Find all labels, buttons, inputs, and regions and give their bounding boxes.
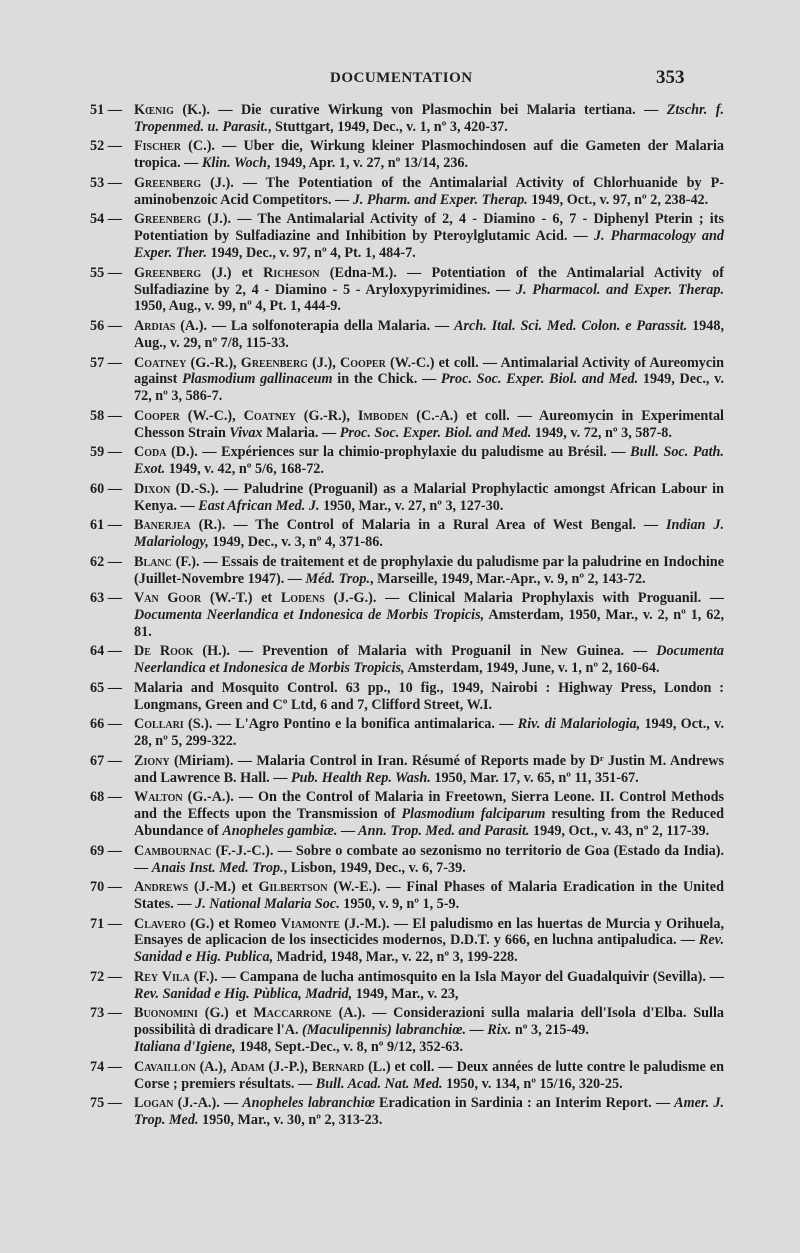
bibliography-entry (90, 1095, 724, 1129)
bibliography-entry (90, 716, 724, 750)
author-name: Rey Vila (134, 968, 190, 985)
journal-title: Documenta Neerlandica et Indonesica de Morbis Tropicis, (134, 607, 485, 623)
entry-text: 1950, Aug., v. 99, nº 4, Pt. 1, 444-9. (134, 298, 341, 315)
entry-text: , 1949, Apr. 1, v. 27, nº 13/14, 236. (266, 155, 469, 172)
bibliography-entry (90, 680, 724, 714)
author-name: Viamonte (280, 915, 340, 932)
author-name: Blanc (134, 553, 172, 570)
journal-title: J. Pharm. and Exper. Therap. (352, 191, 528, 208)
journal-title: Anopheles labranchiœ (242, 1095, 375, 1112)
entry-continuation (134, 1039, 724, 1056)
bibliography-entry (90, 554, 724, 588)
entry-body (134, 211, 724, 261)
entry-text: 1949, Mar., v. 23, (352, 985, 459, 1002)
author-name: Fischer (134, 138, 182, 155)
author-name: Buonomini (134, 1005, 198, 1022)
entry-body (134, 969, 724, 1003)
bibliography-entry (90, 138, 724, 172)
entry-text: , Marseille, 1949, Mar.-Apr., v. 9, nº 2, 143-72. (370, 570, 646, 587)
journal-title: J. National Malaria Soc. (195, 895, 340, 912)
journal-title: Proc. Soc. Exper. Biol. and Med. (440, 371, 639, 388)
entry-body (134, 1059, 724, 1093)
entry-text: (L.) et coll. — Deux années de lutte contre le paludisme en Corse ; premiers résultats. — (134, 1058, 724, 1092)
entry-body (134, 554, 724, 588)
bibliography-entry (90, 175, 724, 209)
entry-text: (G.) et Romeo (185, 915, 281, 932)
journal-title: J. Pharmacology and Exper. Ther. (134, 228, 724, 262)
bibliography-entry (90, 211, 724, 261)
entry-text: (Miriam). — Malaria Control in Iran. Résumé of Reports made by Dʳ Justin M. Andrews and Lawrence B. Hall. — (134, 752, 724, 786)
entry-text: Malaria. — (262, 424, 340, 441)
author-name: Kœnig (134, 102, 174, 118)
bibliography-entry (90, 843, 724, 877)
entry-text: 1950, Mar., v. 30, nº 2, 313-23. (198, 1112, 383, 1128)
journal-title: Arch. Ital. Sci. Med. Colon. e Parassit. (454, 318, 688, 335)
entry-text: (W.-C.), (179, 407, 244, 424)
entry-text: (W.-T.) et (201, 590, 281, 607)
entry-text: (W.-C.) et coll. — Antimalarial Activity of Aureomycin against (134, 354, 725, 388)
entry-text: (J.) et (201, 264, 264, 281)
author-name: Gilbertson (258, 879, 328, 896)
entry-body (134, 916, 724, 966)
entry-text: Amsterdam, 1950, Mar., v. 2, nº 1, 62, 81. (134, 607, 724, 640)
entry-number: 56 — (90, 318, 122, 335)
entry-body (134, 680, 724, 714)
entry-text: 1949, Oct., v. 43, nº 2, 117-39. (529, 823, 710, 840)
entry-text: (A.). — Considerazioni sulla malaria dell'Isola d'Elba. Sulla possibilità di dradicare l'A. (134, 1005, 724, 1039)
author-name: Adam (230, 1058, 265, 1075)
entry-text: (J.-A.). — (173, 1095, 243, 1112)
author-name: Cambournac (134, 842, 212, 859)
entry-body (134, 408, 724, 442)
journal-title: Bull. Soc. Path. Exot. (134, 444, 724, 478)
entry-text: (G.-R.), (295, 407, 358, 424)
entry-number: 72 — (90, 968, 122, 985)
entry-text: (J.). — The Potentiation of the Antimalarial Activity of Chlorhuanide by P-aminobenzoic Acid Competitors. — (134, 174, 724, 208)
entry-text: (J.-M.) et (188, 879, 259, 896)
journal-title: (Maculipennis) labranchiœ. — Rix. (302, 1022, 512, 1039)
entry-text: (R.). — The Control of Malaria in a Rural Area of West Bengal. — (190, 517, 666, 534)
entry-text: in the Chick. — (332, 371, 441, 388)
entry-text: (Edna-M.). — Potentiation of the Antimalarial Activity of Sulfadiazine by 2, 4 - Diamino - 5 - Aryloxypyrimidines. — (134, 264, 724, 298)
entry-body (134, 1095, 724, 1129)
bibliography-entry (90, 879, 724, 913)
entry-text: 1948, Aug., v. 29, nº 7/8, 115-33. (134, 318, 725, 351)
entry-number: 69 — (90, 842, 122, 859)
entry-text: , Stuttgart, 1949, Dec., v. 1, nº 3, 420-37. (267, 118, 508, 135)
journal-title: Pub. Health Rep. Wash. (291, 769, 431, 786)
entry-number: 65 — (90, 679, 122, 696)
author-name: Greenberg (134, 211, 202, 228)
entry-number: 61 — (90, 517, 122, 534)
journal-title: Proc. Soc. Exper. Biol. and Med. (339, 424, 532, 441)
entry-text: (K.). — Die curative Wirkung von Plasmochin bei Malaria tertiana. — (173, 102, 667, 118)
entry-body (134, 355, 724, 405)
author-name: Logan (134, 1095, 174, 1112)
bibliography-entry (90, 789, 724, 839)
journal-title: Plasmodium gallinaceum (182, 371, 333, 388)
entry-text: nº 3, 215-49. (511, 1022, 589, 1039)
author-name: Coatney (243, 407, 296, 424)
author-name: Richeson (263, 264, 320, 281)
author-name: Ziony (134, 752, 170, 769)
author-name: Andrews (134, 879, 189, 896)
entry-text: (J.-P.), (264, 1058, 312, 1075)
bibliography-entry (90, 1059, 724, 1093)
bibliography-entry (90, 265, 724, 315)
journal-title: Bull. Acad. Nat. Med. (315, 1075, 443, 1092)
entry-number: 53 — (90, 174, 122, 191)
entry-text: 1950, Mar., v. 27, nº 3, 127-30. (319, 497, 504, 514)
journal-title: Documenta Neerlandica et Indonesica de Morbis Tropicis, (134, 643, 724, 677)
entry-text: Eradication in Sardinia : an Interim Report. — (374, 1095, 675, 1112)
journal-title: Riv. di Malariologia, (517, 716, 641, 733)
author-name: Cavaillon (134, 1058, 196, 1075)
entry-text: 1948, Sept.-Dec., v. 8, nº 9/12, 352-63. (235, 1039, 464, 1056)
entry-text: (D.-S.). — Paludrine (Proguanil) as a Malarial Prophylactic amongst African Labour in Kenya. — (134, 480, 724, 514)
entry-text: (W.-E.). — Final Phases of Malaria Eradication in the United States. — (134, 879, 724, 912)
entry-text: 1949, Dec., v. 3, nº 4, 371-86. (208, 534, 383, 551)
entry-body (134, 843, 724, 877)
entry-body (134, 517, 724, 551)
entry-body (134, 643, 724, 677)
entry-text: (J.). — The Antimalarial Activity of 2, 4 - Diamino - 6, 7 - Diphenyl Pterin ; its Potentiation by Sulfadiazine and Inhibition by Pteroylglutamic Acid. — (134, 211, 724, 245)
entry-text: 1949, Dec., v. 72, nº 3, 586-7. (134, 371, 724, 405)
entry-text: 1949, Dec., v. 97, nº 4, Pt. 1, 484-7. (206, 245, 416, 262)
entry-number: 55 — (90, 264, 122, 281)
entry-number: 63 — (90, 590, 122, 607)
journal-title: Italiana d'Igiene, (134, 1039, 236, 1056)
entry-number: 60 — (90, 480, 122, 497)
entry-body (134, 590, 724, 640)
entry-text: (G.) et (197, 1005, 254, 1022)
entry-text: 1949, v. 42, nº 5/6, 168-72. (165, 461, 324, 478)
entry-text: 1950, v. 134, nº 15/16, 320-25. (442, 1075, 623, 1092)
entry-body (134, 879, 724, 913)
entry-text: , Lisbon, 1949, Dec., v. 6, 7-39. (283, 859, 466, 876)
journal-title: Amer. J. Trop. Med. (134, 1095, 724, 1128)
author-name: Imboden (357, 407, 409, 424)
author-name: Collari (134, 716, 184, 733)
entry-body (134, 716, 724, 750)
entry-body (134, 138, 724, 172)
bibliography-entry (90, 590, 724, 640)
entry-text: (S.). — L'Agro Pontino e la bonifica antimalarica. — (183, 716, 518, 733)
author-name: Dixon (134, 480, 171, 497)
journal-title: Méd. Trop. (305, 570, 371, 587)
entry-text: (G.-R.), (186, 354, 241, 371)
page-number: 353 (656, 67, 685, 88)
entry-text: 1949, Oct., v. 28, nº 5, 299-322. (134, 716, 724, 750)
entry-text: resulting from the Reduced Abundance of (134, 806, 725, 840)
author-name: Ardias (134, 318, 176, 335)
entry-body (134, 1005, 724, 1039)
bibliography-entry (90, 355, 724, 405)
entry-text: (J.-M.). — El paludismo en las huertas de Murcia y Orihuela, Ensayes de aplicacion de los insecticides modernos, D.D.T. y 666, en luchna antipaludica. — (134, 915, 724, 949)
bibliography-entry (90, 916, 724, 966)
entry-text: Amsterdam, 1949, June, v. 1, nº 2, 160-64. (404, 660, 660, 677)
journal-title: J. Pharmacol. and Exper. Therap. (515, 281, 724, 298)
entry-text: (F.). — Essais de traitement et de prophylaxie du paludisme par la paludrine en Indochine (Juillet-Novembre 1947). — (134, 553, 724, 587)
entry-number: 52 — (90, 138, 122, 155)
entry-text: Madrid, 1948, Mar., v. 22, nº 3, 199-228. (273, 949, 518, 966)
bibliography-entry (90, 318, 724, 352)
bibliography-entry (90, 517, 724, 551)
author-name: Greenberg (134, 174, 202, 191)
journal-title: Vivax (229, 424, 263, 441)
author-name: Walton (134, 789, 183, 806)
journal-title: Indian J. Malariology, (134, 517, 724, 551)
entry-text: (A.), (195, 1058, 231, 1075)
author-name: Maccarrone (253, 1005, 332, 1022)
author-name: De Rook (134, 643, 194, 660)
entry-text: (D.). — Expériences sur la chimio-prophylaxie du paludisme au Brésil. — (166, 444, 631, 461)
entry-number: 70 — (90, 879, 122, 896)
page-header (0, 67, 800, 94)
entry-number: 75 — (90, 1095, 122, 1112)
author-name: Cooper (134, 407, 180, 424)
entry-number: 68 — (90, 789, 122, 806)
entry-number: 71 — (90, 915, 122, 932)
journal-title: Plasmodium falciparum (401, 806, 546, 823)
author-name: Greenberg (134, 264, 202, 281)
entry-body (134, 175, 724, 209)
entry-number: 54 — (90, 211, 122, 228)
journal-title: Ztschr. f. Tropenmed. u. Parasit. (134, 102, 725, 135)
entry-text: (J.), (307, 354, 341, 371)
entry-body (134, 318, 724, 352)
journal-title: Anopheles gambiæ. — Ann. Trop. Med. and Parasit. (222, 823, 530, 840)
journal-title: Rev. Sanidad e Hig. Publica, (134, 932, 724, 966)
entry-body (134, 444, 724, 478)
author-name: Coatney (134, 354, 187, 371)
journal-title: Klin. Woch (201, 155, 267, 172)
entry-text: (A.). — La solfonoterapia della Malaria. — (175, 318, 455, 335)
entry-body (134, 102, 724, 136)
entry-body (134, 753, 724, 787)
entry-body (134, 789, 724, 839)
entry-text: (F.). — Campana de lucha antimosquito en la Isla Mayor del Guadalquivir (Sevilla). — (189, 968, 724, 985)
entry-number: 67 — (90, 752, 122, 769)
author-name: Bernard (311, 1058, 365, 1075)
bibliography-entry (90, 102, 724, 136)
entry-number: 64 — (90, 643, 122, 660)
entry-number: 66 — (90, 716, 122, 733)
author-name: Van Goor (134, 590, 202, 607)
journal-title: Anais Inst. Med. Trop. (151, 859, 284, 876)
entry-number: 51 — (90, 102, 122, 118)
author-name: Coda (134, 444, 167, 461)
entry-text: 1950, Mar. 17, v. 65, nº 11, 351-67. (430, 769, 639, 786)
journal-title: East African Med. J. (198, 497, 320, 514)
author-name: Banerjea (134, 517, 191, 534)
journal-title: Rev. Sanidad e Hig. Pùblica, Madrid, (134, 985, 353, 1002)
bibliography-entry (90, 481, 724, 515)
entry-body (134, 265, 724, 315)
entry-text: (G.-A.). — On the Control of Malaria in Freetown, Sierra Leone. II. Control Methods and the Effects upon the Transmission of (134, 789, 724, 823)
author-name: Lodens (280, 590, 325, 607)
bibliography-entry (90, 408, 724, 442)
entry-number: 62 — (90, 553, 122, 570)
entry-number: 58 — (90, 407, 122, 424)
entry-text: (F.-J.-C.). — Sobre o combate ao sezonismo no territorio de Goa (Estado da India). — (134, 842, 724, 876)
bibliography-entry (90, 1005, 724, 1055)
entry-text: 1949, Oct., v. 97, nº 2, 238-42. (527, 191, 709, 208)
author-name: Clavero (134, 915, 186, 932)
bibliography-entry (90, 969, 724, 1003)
entry-text: (C.). — Uber die, Wirkung kleiner Plasmochindosen auf die Gameten der Malaria tropica. — (134, 138, 724, 172)
entry-text: 1949, v. 72, nº 3, 587-8. (531, 424, 672, 441)
entry-number: 73 — (90, 1005, 122, 1022)
entry-text: (C.-A.) et coll. — Aureomycin in Experimental Chesson Strain (134, 407, 724, 441)
entry-text: (J.-G.). — Clinical Malaria Prophylaxis with Proguanil. — (324, 590, 724, 607)
bibliography-entry (90, 753, 724, 787)
bibliography-entry (90, 643, 724, 677)
entry-text: Malaria and Mosquito Control. 63 pp., 10 fig., 1949, Nairobi : Highway Press, London : Longmans, Green and Cº Ltd, 6 and 7, Clifford Street, W.I. (134, 679, 724, 713)
author-name: Cooper (340, 354, 386, 371)
entry-number: 59 — (90, 444, 122, 461)
bibliography-entry (90, 444, 724, 478)
author-name: Greenberg (240, 354, 308, 371)
entry-text: (H.). — Prevention of Malaria with Proguanil in New Guinea. — (193, 643, 657, 660)
entry-text: 1950, v. 9, nº 1, 5-9. (339, 895, 460, 912)
entry-number: 57 — (90, 354, 122, 371)
bibliography-list (90, 102, 724, 1132)
running-title: DOCUMENTATION (330, 70, 473, 86)
entry-body (134, 481, 724, 515)
entry-number: 74 — (90, 1058, 122, 1075)
